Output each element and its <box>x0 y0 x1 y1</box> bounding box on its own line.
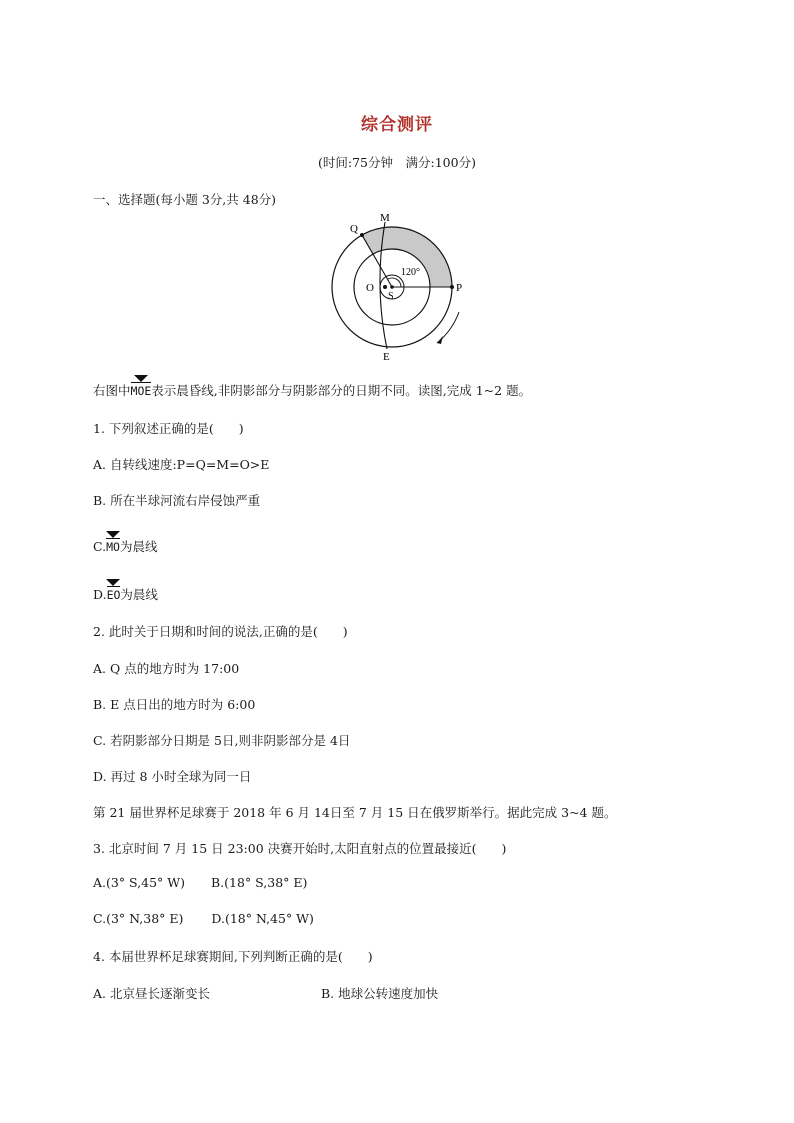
question-2-option-c: C. 若阴影部分日期是 5日,则非阴影部分是 4日 <box>93 733 351 748</box>
question-1-stem: 1. 下列叙述正确的是( ) <box>93 421 244 436</box>
point-o <box>383 285 387 289</box>
label-q: Q <box>350 223 358 235</box>
section-heading: 一、选择题(每小题 3分,共 48分) <box>93 192 277 207</box>
question-3-options-ab <box>93 875 307 890</box>
rotation-arrowhead <box>437 336 443 344</box>
page-title: 综合测评 <box>361 115 433 135</box>
label-o: O <box>366 282 374 294</box>
question-3-option-d: D.(18° N,45° W) <box>211 911 314 926</box>
label-s: S <box>388 291 394 302</box>
question-2-stem: 2. 此时关于日期和时间的说法,正确的是( ) <box>93 624 348 639</box>
arc-mark-mo: MO <box>106 540 120 554</box>
question-1-option-b: B. 所在半球河流右岸侵蚀严重 <box>93 493 261 508</box>
rotation-arrow <box>437 312 459 343</box>
question-4-stem: 4. 本届世界杯足球赛期间,下列判断正确的是( ) <box>93 949 373 964</box>
intro-text-2: 第 21 届世界杯足球赛于 2018 年 6 月 14日至 7 月 15 日在俄罗斯举行。据此完成 3~4 题。 <box>93 805 617 820</box>
question-4-option-b: B. 地球公转速度加快 <box>321 986 439 1001</box>
question-3-option-b: B.(18° S,38° E) <box>211 875 308 890</box>
question-2-option-d: D. 再过 8 小时全球为同一日 <box>93 769 252 784</box>
question-1-option-c: C. MO为晨线 <box>93 537 157 555</box>
question-3-stem: 3. 北京时间 7 月 15 日 23:00 决赛开始时,太阳直射点的位置最接近( ) <box>93 841 507 856</box>
arc-mark-eo: EO <box>107 588 121 602</box>
question-2-option-a: A. Q 点的地方时为 17:00 <box>93 661 240 676</box>
terminator-diagram <box>330 212 472 362</box>
question-3-option-a: A.(3° S,45° W) <box>93 875 185 890</box>
point-q <box>360 233 364 237</box>
question-3-options-cd <box>93 911 314 926</box>
intro-text-1: 右图中 MOE表示晨昏线,非阴影部分与阴影部分的日期不同。读图,完成 1~2 题。 <box>93 381 531 399</box>
label-angle: 120° <box>401 267 420 278</box>
shaded-region <box>362 227 452 287</box>
label-p: P <box>456 282 463 294</box>
question-4-option-a: A. 北京昼长逐渐变长 <box>93 986 210 1001</box>
question-4-options-ab <box>93 984 438 1002</box>
point-p <box>450 285 454 289</box>
label-m: M <box>380 212 390 224</box>
label-e: E <box>383 351 390 362</box>
point-s <box>390 285 394 289</box>
page-subtitle: (时间:75分钟 满分:100分) <box>318 155 476 170</box>
arc-mark-moe: MOE <box>131 384 152 398</box>
question-1-option-a: A. 自转线速度:P=Q=M=O>E <box>93 457 270 472</box>
question-3-option-c: C.(3° N,38° E) <box>93 911 184 926</box>
question-2-option-b: B. E 点日出的地方时为 6:00 <box>93 697 256 712</box>
question-1-option-d: D. EO为晨线 <box>93 585 158 603</box>
